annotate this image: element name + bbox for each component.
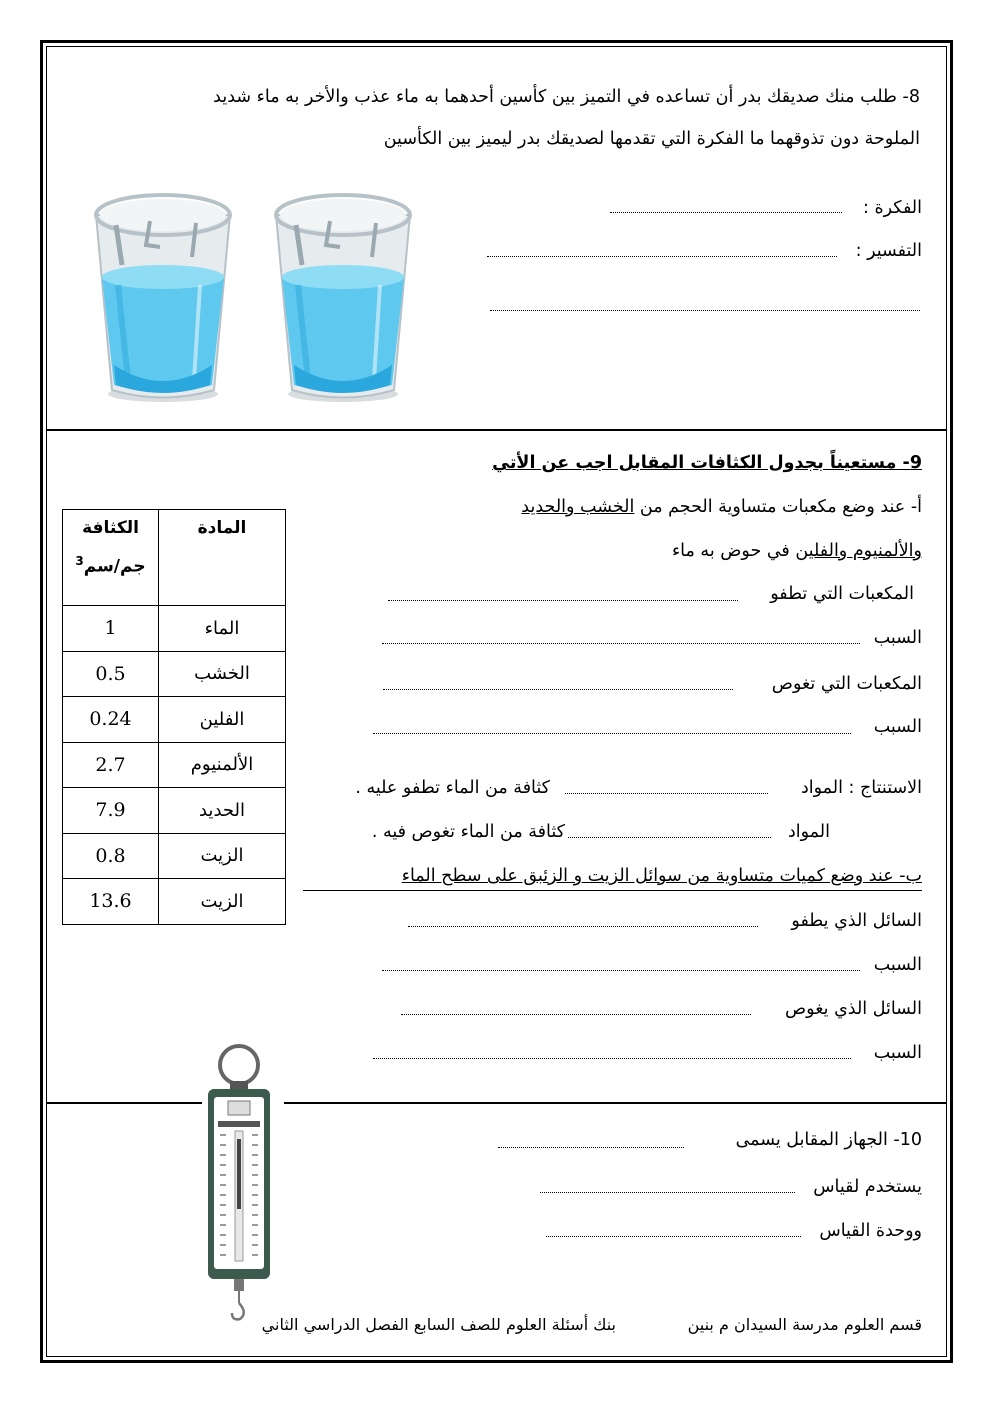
q9-part-a-suffix: في حوض به ماء: [671, 541, 790, 561]
density-cell: 0.5: [63, 651, 159, 697]
water-glass-icon: [268, 185, 418, 407]
answer-line-explanation-2[interactable]: [490, 310, 920, 311]
density-cell: 0.24: [63, 697, 159, 743]
answer-line-sinking-liquid[interactable]: [401, 1014, 751, 1015]
floating-liquid-label: السائل الذي يطفو: [791, 911, 922, 931]
water-glass-icon: [88, 185, 238, 407]
q10-line2: يستخدم لقياس: [813, 1177, 922, 1197]
divider-q8-q9: [46, 429, 947, 431]
material-cell: الزيت: [159, 833, 286, 879]
answer-line-floating-cubes[interactable]: [388, 600, 738, 601]
answer-line-reason-2[interactable]: [373, 733, 851, 734]
q10-line3: ووحدة القياس: [819, 1221, 922, 1241]
answer-line-explanation[interactable]: [487, 256, 837, 257]
density-table: [62, 509, 286, 925]
reason-label-1: السبب: [873, 628, 922, 648]
answer-line-reason-1[interactable]: [382, 643, 860, 644]
table-row: [63, 697, 286, 743]
material-cell: الحديد: [159, 788, 286, 834]
reason-label-2: السبب: [873, 717, 922, 737]
reason-label-4: السبب: [873, 1043, 922, 1063]
density-unit-wrap: [64, 554, 157, 577]
floating-cubes-label: المكعبات التي تطفو: [770, 584, 914, 604]
material-cell: الألمنيوم: [159, 742, 286, 788]
answer-line-idea[interactable]: [610, 212, 842, 213]
answer-line-sinking-cubes[interactable]: [383, 689, 733, 690]
table-row: [63, 833, 286, 879]
q9-part-a-underlined1: الخشب والحديد: [521, 497, 635, 517]
density-header-label: الكثافة: [82, 518, 139, 538]
divider-q9-q10-left: [46, 1102, 202, 1104]
q8-explanation-label: التفسير :: [855, 241, 922, 261]
spring-scale-icon: [204, 1043, 274, 1321]
answer-line-conclusion-sink[interactable]: [568, 837, 771, 838]
q9-part-a-prefix: أ- عند وضع مكعبات متساوية الحجم من: [639, 497, 922, 517]
materials-label: المواد: [787, 822, 830, 842]
material-cell: الخشب: [159, 651, 286, 697]
table-row: [63, 742, 286, 788]
answer-line-reason-3[interactable]: [382, 970, 860, 971]
answer-line-conclusion-float[interactable]: [565, 793, 768, 794]
density-cell: 7.9: [63, 788, 159, 834]
answer-line-reason-4[interactable]: [373, 1058, 851, 1059]
table-row: [63, 606, 286, 652]
density-unit: جم/سم: [83, 556, 146, 577]
table-row: [63, 788, 286, 834]
density-cell: 1: [63, 606, 159, 652]
footer-department: قسم العلوم مدرسة السيدان م بنين: [687, 1315, 922, 1334]
q8-idea-label: الفكرة :: [863, 198, 922, 218]
density-cell: 13.6: [63, 879, 159, 925]
answer-line-floating-liquid[interactable]: [408, 926, 758, 927]
q10-line1: 10- الجهاز المقابل يسمى: [735, 1130, 922, 1150]
material-cell: الزيت: [159, 879, 286, 925]
q9-part-a-line2: [672, 539, 922, 563]
table-header-material: المادة: [159, 510, 286, 606]
table-row: [63, 651, 286, 697]
footer-question-bank: بنك أسئلة العلوم للصف السابع الفصل الدراسي الثاني: [261, 1315, 616, 1334]
q9-part-a-underlined2: والألمنيوم والفلين: [795, 541, 922, 561]
divider-q9-q10-right: [284, 1102, 947, 1104]
density-cell: 2.7: [63, 742, 159, 788]
answer-line-device-name[interactable]: [498, 1147, 684, 1148]
table-row: [63, 879, 286, 925]
answer-line-measures[interactable]: [540, 1192, 795, 1193]
conclusion-label: الاستنتاج : المواد: [800, 778, 922, 798]
table-header-density: [63, 510, 159, 606]
conclusion-float-text: كثافة من الماء تطفو عليه .: [355, 778, 550, 798]
q8-line2: الملوحة دون تذوقهما ما الفكرة التي تقدمها لصديقك بدر ليميز بين الكأسين: [383, 129, 920, 149]
sinking-liquid-label: السائل الذي يغوص: [785, 999, 922, 1019]
reason-label-3: السبب: [873, 955, 922, 975]
part-b-underline: [303, 890, 922, 891]
q9-title: 9- مستعيناً بجدول الكثافات المقابل اجب عن الأتي: [492, 453, 922, 473]
density-cell: 0.8: [63, 833, 159, 879]
material-cell: الفلين: [159, 697, 286, 743]
q8-line1: 8- طلب منك صديقك بدر أن تساعده في التميز بين كأسين أحدهما به ماء عذب والأخر به ماء شديد: [213, 87, 920, 107]
conclusion-sink-text: كثافة من الماء تغوص فيه .: [371, 822, 565, 842]
answer-line-unit[interactable]: [546, 1236, 801, 1237]
q9-part-b: ب- عند وضع كميات متساوية من سوائل الزيت و الزئبق على سطح الماء: [401, 866, 922, 886]
material-cell: الماء: [159, 606, 286, 652]
q9-part-a-line1: [521, 495, 922, 519]
density-unit-exp: 3: [75, 554, 84, 568]
sinking-cubes-label: المكعبات التي تغوص: [771, 674, 922, 694]
